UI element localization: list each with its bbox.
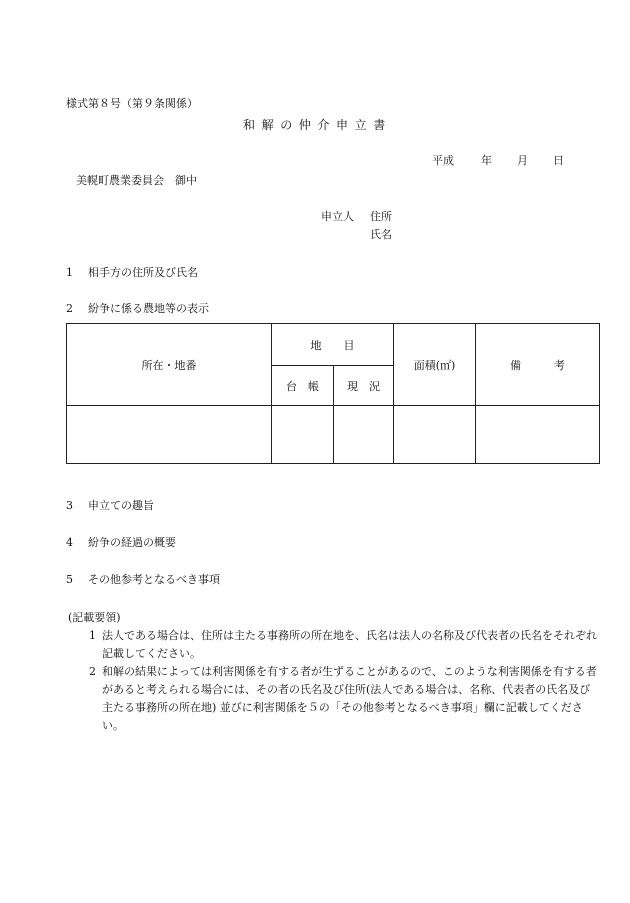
header-current: 現 況	[334, 366, 394, 406]
section-number: 4	[66, 536, 73, 549]
land-table	[66, 323, 600, 464]
section-number: 1	[66, 266, 73, 279]
cell-registry[interactable]	[272, 406, 334, 464]
notes	[68, 609, 598, 735]
section-text: 相手方の住所及び氏名	[88, 266, 198, 279]
note-text: 法人である場合は、住所は主たる事務所の所在地を、氏名は法人の名称及び代表者の氏名をそれぞれ記載してください。	[102, 629, 597, 660]
date-year: 年	[481, 154, 492, 167]
section-text: 申立ての趣旨	[88, 499, 154, 512]
section-number: 3	[66, 499, 73, 512]
cell-area[interactable]	[394, 406, 476, 464]
applicant-name-label: 氏名	[370, 228, 392, 241]
note-text: 和解の結果によっては利害関係を有する者が生ずることがあるので、このような利害関係を有する者があると考えられる場合には、その者の氏名及び住所(法人である場合は、名称、代表者の氏名及び主たる事務所の所在地) 並びに利害関係を５の「その他参考となるべき事項」欄に記載してください。	[102, 665, 597, 732]
note-item-1	[68, 627, 598, 663]
section-text: その他参考となるべき事項	[88, 573, 220, 586]
header-remarks: 備 考	[476, 324, 600, 406]
note-number: 2	[89, 665, 96, 678]
notes-heading: (記載要領)	[68, 611, 121, 624]
date-era: 平成	[432, 154, 454, 167]
section-text: 紛争に係る農地等の表示	[88, 302, 209, 315]
form-number: 様式第８号（第９条関係）	[66, 97, 198, 110]
header-area: 面積(㎡)	[394, 324, 476, 406]
cell-current[interactable]	[334, 406, 394, 464]
cell-location[interactable]	[67, 406, 272, 464]
cell-remarks[interactable]	[476, 406, 600, 464]
section-4	[66, 536, 176, 550]
document-title: 和解の仲介申立書	[243, 118, 392, 132]
section-2	[66, 302, 209, 316]
section-text: 紛争の経過の概要	[88, 536, 176, 549]
date-month: 月	[517, 154, 528, 167]
note-number: 1	[89, 629, 96, 642]
section-number: 2	[66, 302, 73, 315]
section-3	[66, 499, 154, 513]
header-land-category: 地 目	[272, 324, 394, 366]
note-item-2	[68, 663, 598, 735]
applicant-address-label: 住所	[370, 210, 392, 223]
section-5	[66, 573, 220, 587]
header-registry: 台 帳	[272, 366, 334, 406]
date-day: 日	[553, 154, 564, 167]
addressee: 美幌町農業委員会 御中	[76, 174, 197, 187]
section-number: 5	[66, 573, 73, 586]
applicant-label: 申立人	[321, 210, 354, 223]
section-1	[66, 266, 198, 280]
header-location: 所在・地番	[67, 324, 272, 406]
